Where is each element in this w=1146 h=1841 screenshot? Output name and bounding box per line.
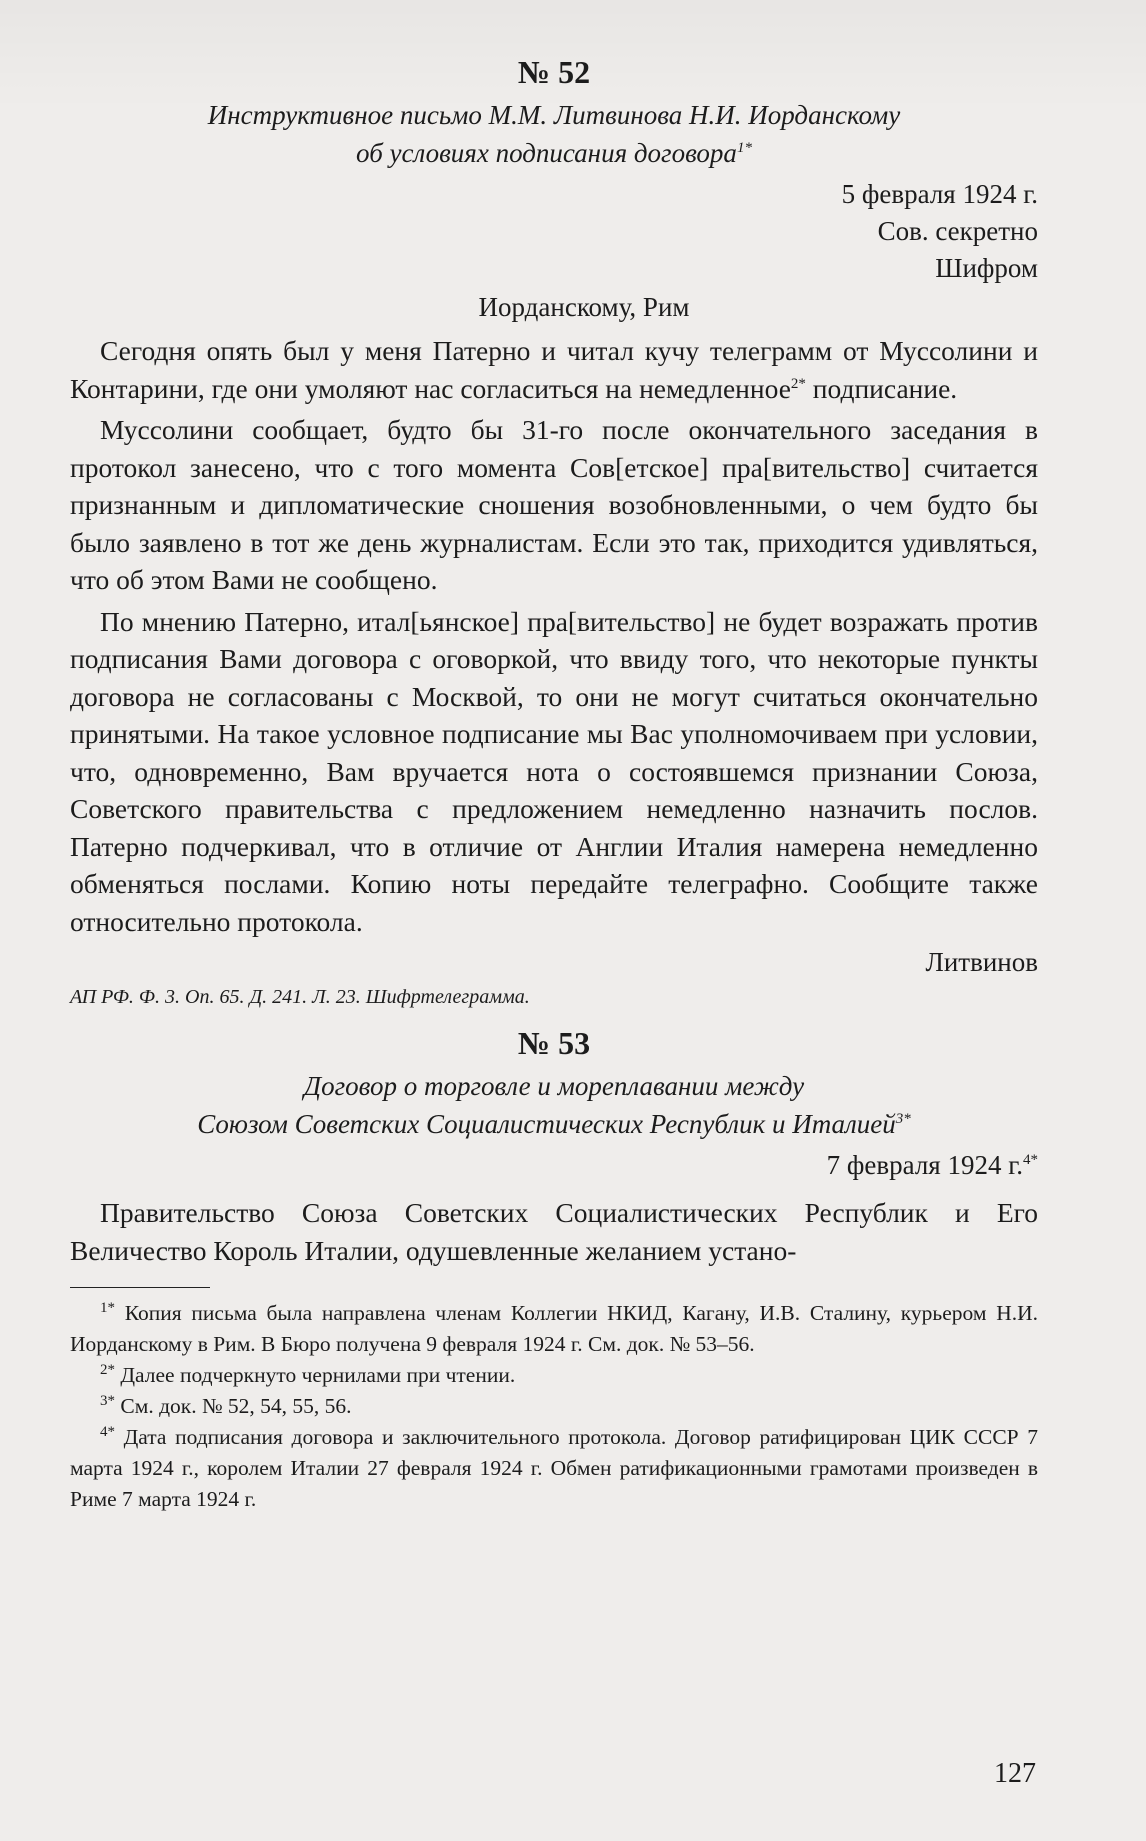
doc-53-title-line1: Договор о торговле и мореплавании между: [303, 1071, 805, 1101]
footnote-4-text: Дата подписания договора и заключительного протокола. Договор ратифицирован ЦИК СССР 7 марта 1924 г., королем Италии 27 февраля 1924 г. Обмен ратификационными грамотами произведен в Риме 7 марта 1924 г.: [70, 1425, 1038, 1511]
doc-53-number: № 53: [517, 1025, 591, 1061]
footnote-1: [70, 1298, 1038, 1360]
doc-52-title-line2: [70, 134, 1038, 172]
footnote-2: [70, 1360, 1038, 1391]
doc-52-paragraph-1-text: Сегодня опять был у меня Патерно и читал кучу телеграмм от Муссолини и Контарини, где они умоляют нас согласиться на немедленное: [70, 335, 1038, 404]
footnote-ref-2[interactable]: 2*: [790, 375, 806, 392]
doc-52-title-line1: Инструктивное письмо М.М. Литвинова Н.И. Иорданскому: [207, 100, 901, 130]
doc-52-title: [70, 96, 1038, 172]
doc-52-classification: Сов. секретно: [877, 216, 1038, 246]
doc-52-paragraph-3: По мнению Патерно, итал[ьянское] пра[вительство] не будет возражать против подписания Вами договора с оговоркой, что ввиду того, что некоторые пункты договора не согласованы с Москвой, то они не могут считаться окончательно принятыми. На такое условное подписание мы Вас уполномочиваем при условии, что, одновременно, Вам вручается нота о состоявшемся признании Союза, Советского правительства с предложением немедленно назначить послов. Патерно подчеркивал, что в отличие от Англии Италия намерена немедленно обменяться послами. Копию ноты передайте телеграфно. Сообщите также относительно протокола.: [70, 605, 1038, 937]
footnote-4: [70, 1422, 1038, 1515]
footnote-ref-4[interactable]: 4*: [1023, 1152, 1038, 1168]
doc-52-paragraph-1-end: подписание.: [805, 372, 958, 404]
footnote-2-mark: 2*: [100, 1361, 115, 1378]
doc-52-signature: Литвинов: [925, 947, 1038, 977]
doc-53-date-text: 7 февраля 1924 г.: [826, 1150, 1023, 1180]
footnote-ref-3[interactable]: 3*: [895, 1111, 911, 1127]
footnote-2-text: Далее подчеркнуто чернилами при чтении.: [115, 1363, 516, 1387]
doc-52-number: № 52: [517, 54, 591, 90]
doc-53-title-line2-text: Союзом Советских Социалистических Республик и Италией: [197, 1109, 896, 1139]
doc-53-date: [70, 1147, 1038, 1184]
doc-53-title: [70, 1067, 1038, 1143]
doc-53-title-line2: [70, 1105, 1038, 1143]
doc-52-paragraph-1: [70, 332, 1038, 407]
doc-53-paragraph-1: Правительство Союза Советских Социалистических Республик и Его Величество Король Италии, одушевленные желанием устано-: [70, 1197, 1038, 1266]
footnote-4-mark: 4*: [100, 1423, 115, 1440]
doc-52-method: Шифром: [935, 253, 1038, 283]
page-number: 127: [994, 1758, 1036, 1789]
doc-52-date: 5 февраля 1924 г.: [841, 179, 1038, 209]
footnote-3-text: См. док. № 52, 54, 55, 56.: [115, 1394, 352, 1418]
footnote-3-mark: 3*: [100, 1392, 115, 1409]
footnote-ref-1[interactable]: 1*: [736, 140, 752, 156]
doc-52-title-line2-text: об условиях подписания договора: [356, 138, 737, 168]
doc-52-addressee: Иорданскому, Рим: [478, 292, 690, 322]
doc-52-archive-reference: АП РФ. Ф. 3. Оп. 65. Д. 241. Л. 23. Шифртелеграмма.: [70, 986, 530, 1008]
footnote-1-mark: 1*: [100, 1299, 115, 1316]
footnote-1-text: Копия письма была направлена членам Коллегии НКИД, Кагану, И.В. Сталину, курьером Н.И. Иорданскому в Рим. В Бюро получена 9 февраля 1924 г. См. док. № 53–56.: [70, 1301, 1038, 1356]
footnote-3: [70, 1391, 1038, 1422]
footnote-divider: [70, 1287, 210, 1288]
doc-52-paragraph-2: Муссолини сообщает, будто бы 31-го после окончательного заседания в протокол занесено, что с того момента Сов[етское] пра[вительство] считается признанным и дипломатические сношения возобновленными, о чем будто бы было заявлено в тот же день журналистам. Если это так, приходится удивляться, что об этом Вами не сообщено.: [70, 414, 1038, 595]
